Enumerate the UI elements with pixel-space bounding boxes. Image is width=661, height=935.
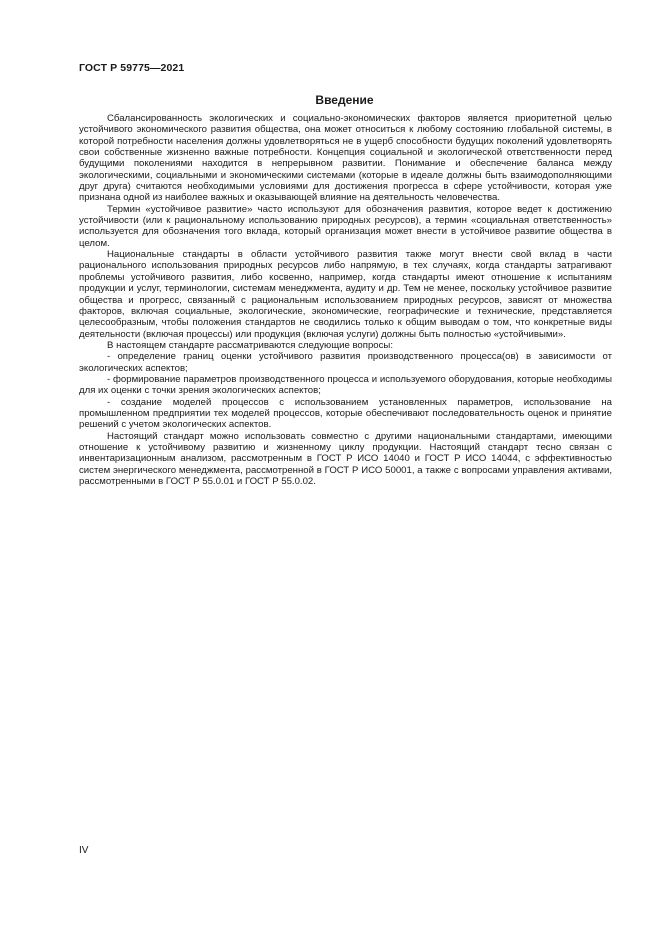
body-text: [79, 113, 612, 487]
paragraph-national-standards: Национальные стандарты в области устойчивого развития также могут внести свой вклад в части рационального использования природных ресурсов либо напрямую, в тех случаях, когда стандарты затрагивают проблемы устойчивого развития, либо косвенно, например, когда стандарты имеют отношение к испытаниям продукции и услуг, терминологии, системам менеджмента, аудиту и др. Тем не менее, поскольку устойчивое развитие общества и прогресс, связанный с рациональным использованием природных ресурсов, зависят от множества факторов, включая социальные, экологические, экономические, географические и технические, представляется целесообразным, чтобы положения стандартов не сводились только к общим выводам о том, что конкретные виды деятельности (включая процессы) или продукция (включая услуги) должны быть полностью «устойчивыми».: [79, 249, 612, 340]
paragraph-issues-intro: В настоящем стандарте рассматриваются следующие вопросы:: [107, 339, 393, 351]
page-number: IV: [79, 845, 89, 856]
paragraph-term: Термин «устойчивое развитие» часто используют для обозначения развития, которое ведет к достижению устойчивости (или к рациональному использованию природных ресурсов), а термин «социальная ответственность» используется для обозначения того вклада, который организация может внести в устойчивое развитие общества в целом.: [79, 203, 612, 249]
list-item-parameters: - формирование параметров производственного процесса и используемого оборудования, которые необходимы для их оценки с точки зрения экологических аспектов;: [79, 373, 612, 397]
list-item-boundaries: - определение границ оценки устойчивого развития производственного процесса(ов) в зависимости от экологических аспектов;: [79, 351, 612, 374]
section-title: Введение: [315, 93, 374, 107]
paragraph-usage: Настоящий стандарт можно использовать совместно с другими национальными стандартами, имеющими отношение к устойчивому развитию и жизненному циклу продукции. Настоящий стандарт тесно связан с инвентаризационным анализом, рассмотренным в ГОСТ Р ИСО 14040 и ГОСТ Р ИСО 14044, с эффективностью систем энергического менеджмента, рассмотренной в ГОСТ Р ИСО 50001, а также с вопросами управления активами, рассмотренными в ГОСТ Р 55.0.01 и ГОСТ Р 55.0.02.: [79, 430, 612, 487]
standard-code-header: ГОСТ Р 59775—2021: [79, 62, 185, 74]
list-item-models: - создание моделей процессов с использованием установленных параметров, использование на промышленном предприятии тех моделей процессов, которые обеспечивают последовательность оценок и принятие решений с учетом экологических аспектов.: [79, 396, 612, 431]
paragraph-balance: Сбалансированность экологических и социально-экономических факторов является приоритетной целью устойчивого экономического развития общества, она может относиться к любому состоянию глобальной системы, в которой потребности населения должны удовлетворяться не в ущерб способности будущих поколений удовлетворять свои собственные жизненно важные потребности. Концепция социальной и экологической ответственности перед будущими поколениями находится в непрерывном развитии. Понимание и обеспечение баланса между экологическими, социальными и экономическими системами (которые в идеале должны быть взаимодополняющими друг друга) считаются необходимыми условиями для достижения прогресса в сфере устойчивости, которая уже признана одной из наиболее важных и оказывающей влияние на деятельность человечества.: [79, 113, 612, 204]
